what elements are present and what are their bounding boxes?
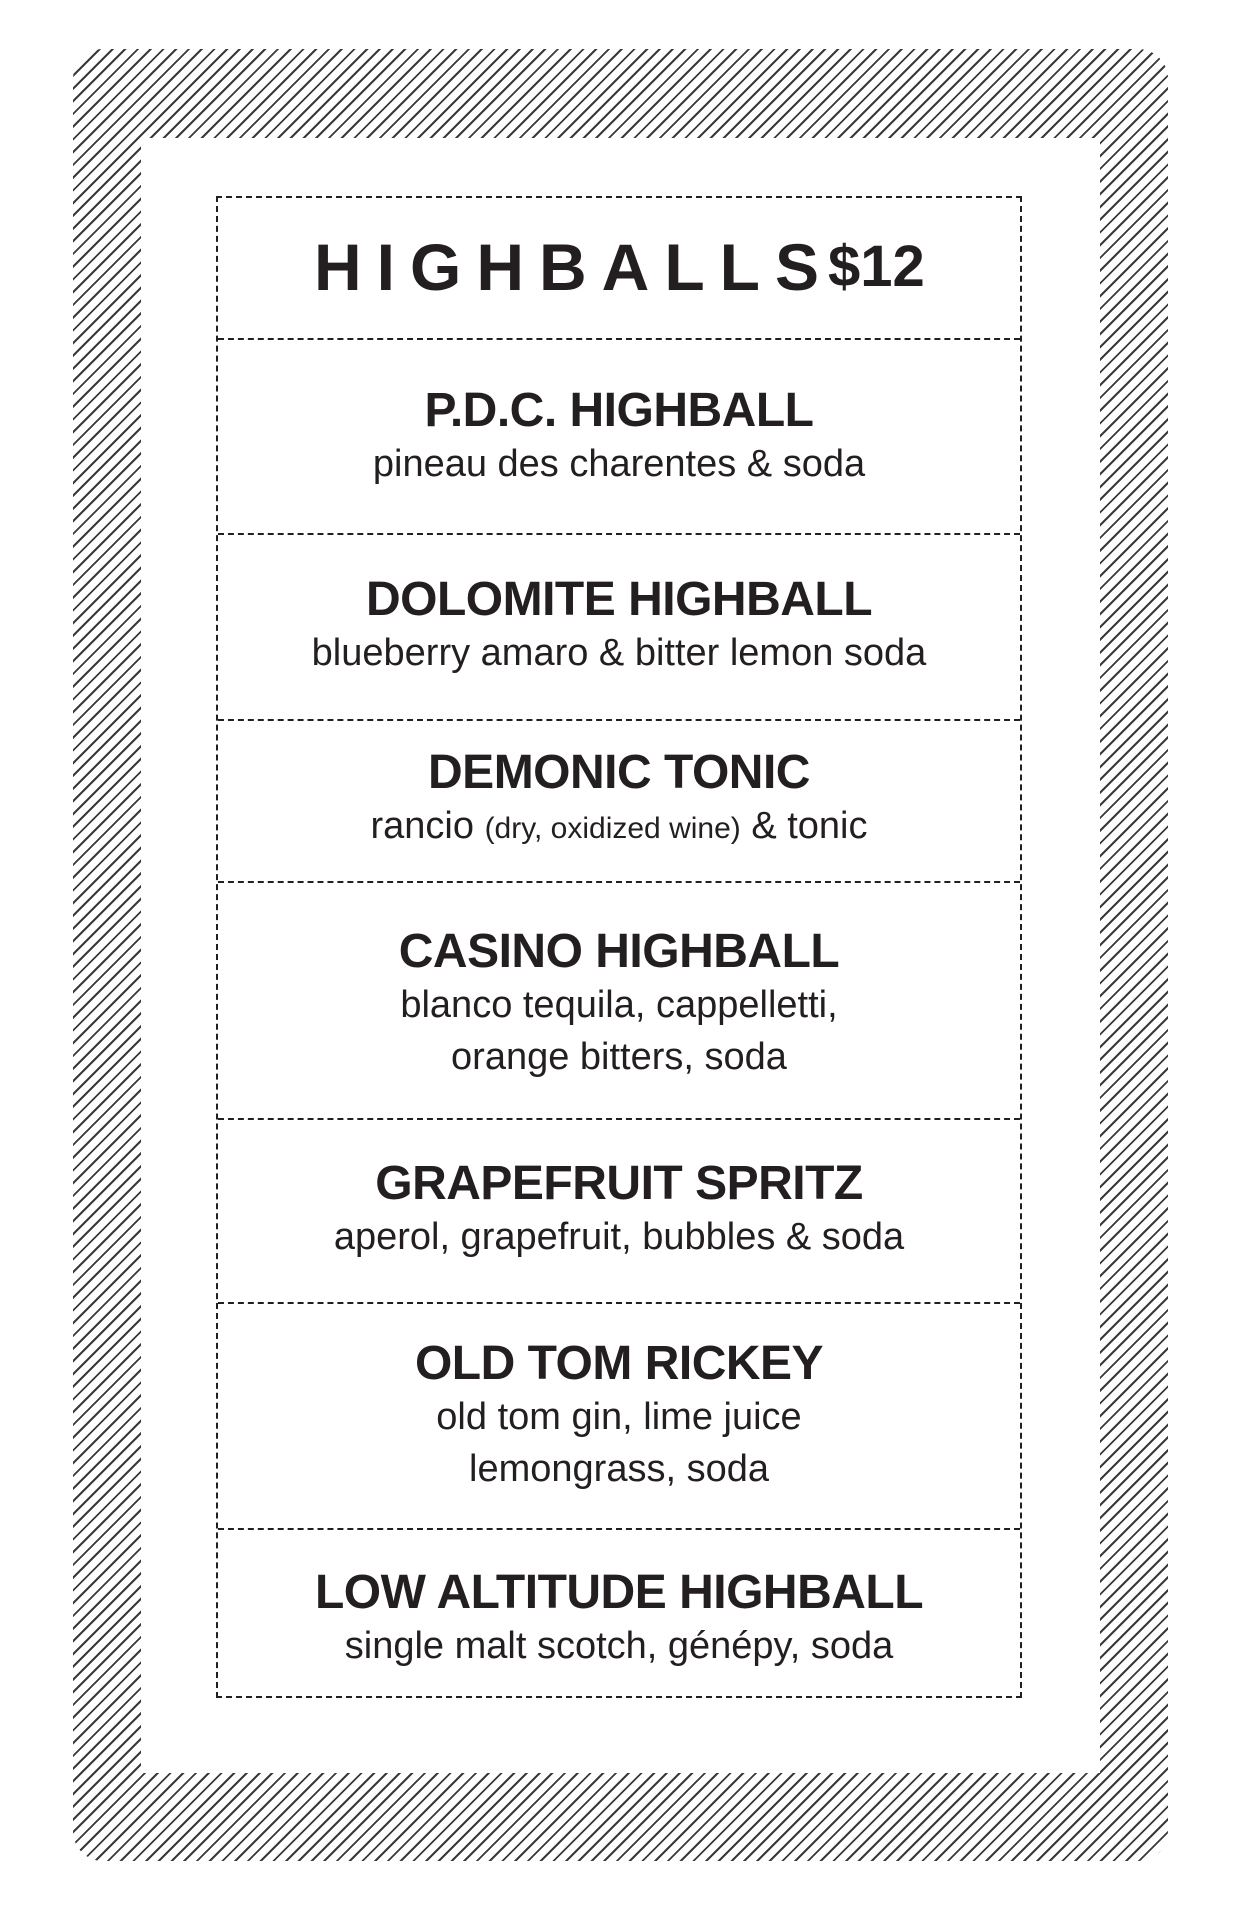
menu-item-demonic-tonic xyxy=(218,719,1020,881)
menu-item-old-tom-rickey xyxy=(218,1302,1020,1528)
menu-item-low-altitude-highball xyxy=(218,1528,1020,1695)
item-description: blueberry amaro & bitter lemon soda xyxy=(311,632,927,674)
item-name: DEMONIC TONIC xyxy=(428,746,810,799)
item-description-end: & tonic xyxy=(740,805,868,847)
section-price: $12 xyxy=(828,234,925,299)
item-description: aperol, grapefruit, bubbles & soda xyxy=(333,1216,905,1258)
item-name: LOW ALTITUDE HIGHBALL xyxy=(314,1566,924,1619)
item-name: CASINO HIGHBALL xyxy=(398,925,840,978)
item-description xyxy=(218,800,1020,855)
item-description: pineau des charentes & soda xyxy=(372,443,866,485)
item-description-main: rancio xyxy=(370,805,485,847)
item-description-line-2: lemongrass, soda xyxy=(469,1448,769,1490)
item-name: P.D.C. HIGHBALL xyxy=(424,384,814,437)
menu-item-dolomite-highball xyxy=(218,533,1020,719)
item-description-line-1: old tom gin, lime juice xyxy=(436,1396,802,1438)
section-title: HIGHBALLS xyxy=(314,230,834,304)
item-description-line-2: orange bitters, soda xyxy=(451,1036,787,1078)
highballs-menu xyxy=(216,196,1022,1698)
item-description-line-1: blanco tequila, cappelletti, xyxy=(400,984,838,1026)
item-name: OLD TOM RICKEY xyxy=(414,1337,824,1390)
item-description-note: (dry, oxidized wine) xyxy=(484,812,741,845)
menu-item-pdc-highball xyxy=(218,338,1020,533)
item-description: single malt scotch, génépy, soda xyxy=(344,1625,894,1667)
item-name: GRAPEFRUIT SPRITZ xyxy=(375,1157,863,1210)
menu-header xyxy=(218,198,1020,338)
menu-item-casino-highball xyxy=(218,881,1020,1118)
item-name: DOLOMITE HIGHBALL xyxy=(365,573,873,626)
menu-item-grapefruit-spritz xyxy=(218,1118,1020,1302)
